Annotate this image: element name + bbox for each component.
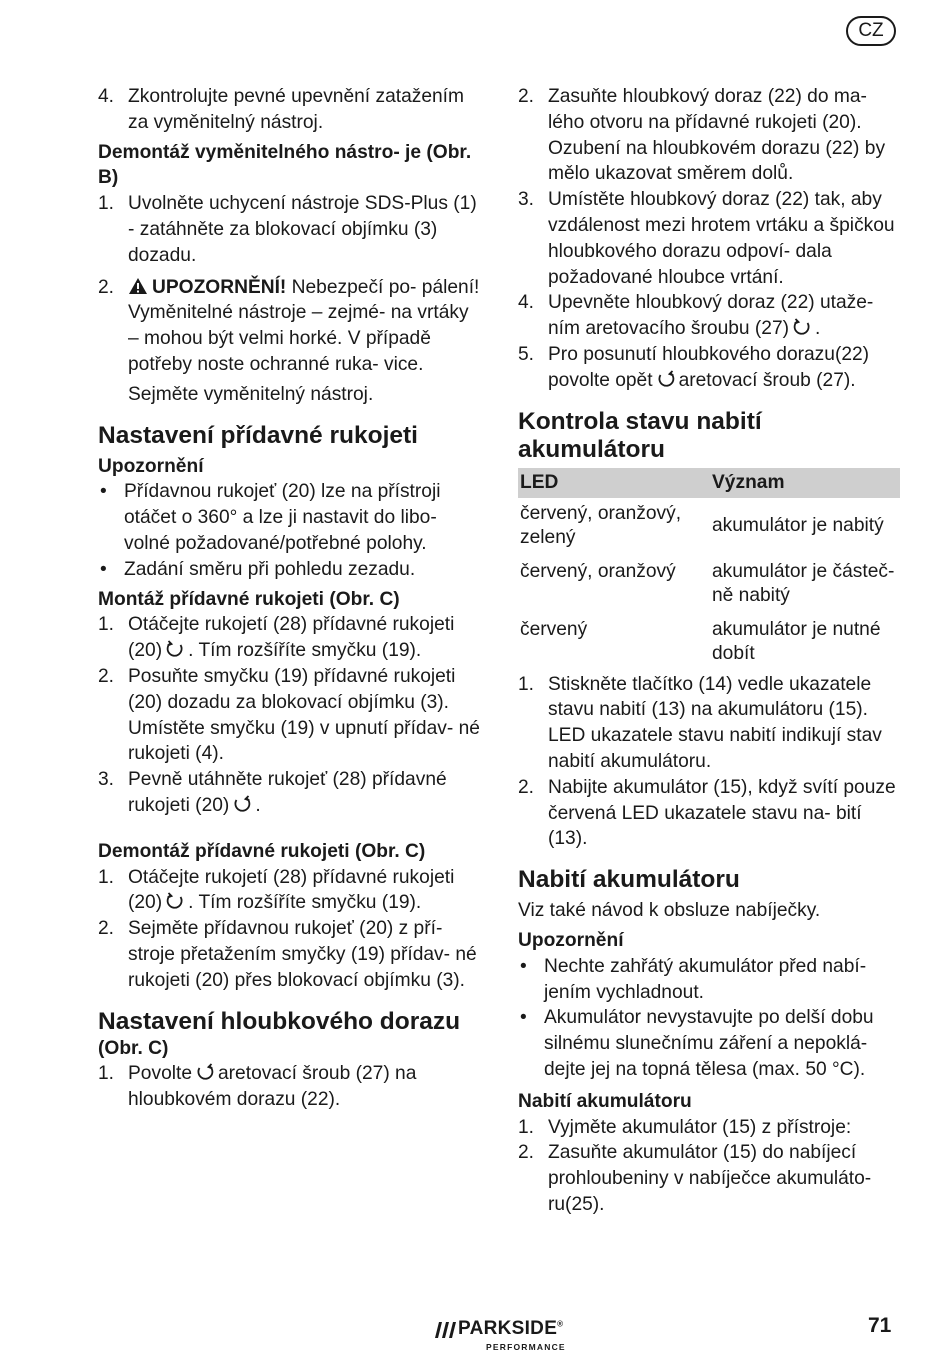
bullet-item: • Nechte zahřátý akumulátor před nabí- jením vychladnout. xyxy=(520,955,867,1003)
logo-stripes-icon xyxy=(432,1322,456,1338)
table-row xyxy=(518,498,900,556)
rotate-clockwise-icon xyxy=(792,317,812,337)
parkside-logo xyxy=(432,1318,592,1356)
rotate-counterclockwise-icon xyxy=(656,369,676,389)
rotate-counterclockwise-icon xyxy=(232,794,252,814)
list-item: 2. Zasuňte akumulátor (15) do nabíjecí prohloubeniny v nabíječce akumuláto- ru(25). xyxy=(518,1142,872,1215)
led-status-table xyxy=(518,468,900,672)
heading-nabiti-akumulatoru: Nabití akumulátoru xyxy=(518,866,740,894)
list-item: 1. Vyjměte akumulátor (15) z přístroje: xyxy=(518,1116,852,1138)
list-item: 2. Sejměte přídavnou rukojeť (20) z pří- stroje přetažením smyčky (19) přídav- né rukojeti (20) přes blokovací objímku (3). xyxy=(98,918,477,991)
bullet-item: • Akumulátor nevystavujte po delší dobu silnému slunečnímu záření a nepoklá- dejte jej na topná tělesa (max. 50 °C). xyxy=(520,1007,874,1080)
warning-label: UPOZORNĚNÍ! xyxy=(152,276,287,298)
heading-nastaveni-rukojeti: Nastavení přídavné rukojeti xyxy=(98,421,418,449)
table-cell: akumulátor je nutné dobít xyxy=(712,618,881,664)
rotate-clockwise-icon xyxy=(165,891,185,911)
heading-kontrola-stavu: Kontrola stavu nabití akumulátoru xyxy=(518,407,762,463)
list-item: 3. Umístěte hloubkový doraz (22) tak, aby vzdálenost mezi hrotem vrtáku a špičkou hloubkového dorazu odpoví- dala požadované hloubce vrtání. xyxy=(518,189,895,288)
list-item: 5. Pro posunutí hloubkového dorazu(22) povolte opět aretovací šroub (27). xyxy=(518,343,870,391)
country-badge: CZ xyxy=(846,16,896,46)
table-header-led: LED xyxy=(518,468,710,498)
rotate-clockwise-icon xyxy=(165,639,185,659)
logo-subtitle: PERFORMANCE xyxy=(486,1342,566,1352)
subheading-nabiti: Nabití akumulátoru xyxy=(518,1090,692,1112)
list-continuation: Sejměte vyměnitelný nástroj. xyxy=(128,383,374,405)
subheading-upozorneni: Upozornění xyxy=(518,929,624,951)
table-cell: červený xyxy=(520,618,588,640)
subheading-montaz-rukojeti: Montáž přídavné rukojeti (Obr. C) xyxy=(98,588,400,610)
warning-item: 2. UPOZORNĚNÍ! Nebezpečí po- pálení! Vyměnitelné nástroje – zejmé- na vrtáky – mohou být velmi horké. V případě potřeby noste ochranné ruka- vice. xyxy=(98,276,480,375)
rotate-counterclockwise-icon xyxy=(195,1062,215,1082)
table-header-vyznam: Význam xyxy=(710,468,900,498)
list-item: 3. Pevně utáhněte rukojeť (28) přídavné rukojeti (20) . xyxy=(98,769,447,816)
list-item: 1. Povolte aretovací šroub (27) na hloubkovém dorazu (22). xyxy=(98,1063,417,1111)
list-continuation: LED ukazatele stavu nabití indikují stav nabití akumulátoru. xyxy=(548,725,882,772)
list-item: 2. Posuňte smyčku (19) přídavné rukojeti (20) dozadu za blokovací objímku (3). Umístěte smyčku (19) v upnutí přídav- né rukojeti (4). xyxy=(98,665,480,765)
page-number: 71 xyxy=(868,1314,892,1337)
list-item: 4. Zkontrolujte pevné upevnění zatažením za vyměnitelný nástroj. xyxy=(98,86,464,133)
intro-text: Viz také návod k obsluze nabíječky. xyxy=(518,900,821,922)
warning-triangle-icon xyxy=(128,277,148,295)
table-cell: červený, oranžový xyxy=(520,560,676,582)
list-item: 2. Zasuňte hloubkový doraz (22) do ma- lého otvoru na přídavné rukojeti (20). Ozubení na hloubkovém dorazu (22) by mělo ukazovat směrem dolů. xyxy=(518,86,886,185)
table-cell: akumulátor je nabitý xyxy=(712,514,884,536)
list-item: 2. Nabijte akumulátor (15), když svítí pouze červená LED ukazatele stavu na- bití (13). xyxy=(518,776,896,850)
table-row xyxy=(518,614,900,672)
table-header-row xyxy=(518,468,900,498)
list-item: 4. Upevněte hloubkový doraz (22) utaže- ním aretovacího šroubu (27) . xyxy=(518,292,874,340)
subheading-upozorneni: Upozornění xyxy=(98,455,204,477)
bullet-item: • Přídavnou rukojeť (20) lze na přístroji otáčet o 360° a lze ji nastavit do libo- volné požadované/potřebné polohy. xyxy=(100,481,441,554)
table-cell: červený, oranžový, zelený xyxy=(520,502,682,548)
list-item: 1. Uvolněte uchycení nástroje SDS-Plus (1) - zatáhněte za blokovací objímku (3) dozadu. xyxy=(98,193,477,266)
list-item: 1. Otáčejte rukojetí (28) přídavné rukojeti (20) . Tím rozšíříte smyčku (19). xyxy=(98,614,455,662)
subheading-demontaz-nastroje: Demontáž vyměnitelného nástro- je (Obr. B) xyxy=(98,141,472,189)
subheading-obr-c: (Obr. C) xyxy=(98,1037,169,1059)
right-column xyxy=(518,84,902,1218)
left-column xyxy=(98,84,482,1113)
list-item: 1. Otáčejte rukojetí (28) přídavné rukojeti (20) . Tím rozšíříte smyčku (19). xyxy=(98,866,455,914)
subheading-demontaz-rukojeti: Demontáž přídavné rukojeti (Obr. C) xyxy=(98,840,426,862)
logo-brand: PARKSIDE® xyxy=(458,1318,564,1339)
bullet-item: • Zadání směru při pohledu zezadu. xyxy=(100,558,416,580)
table-cell: akumulátor je částeč- ně nabitý xyxy=(712,560,895,606)
heading-hloubkovy-doraz: Nastavení hloubkového dorazu xyxy=(98,1007,461,1035)
list-item: 1. Stiskněte tlačítko (14) vedle ukazatele stavu nabití (13) na akumulátoru (15). xyxy=(518,673,872,721)
table-row xyxy=(518,556,900,614)
